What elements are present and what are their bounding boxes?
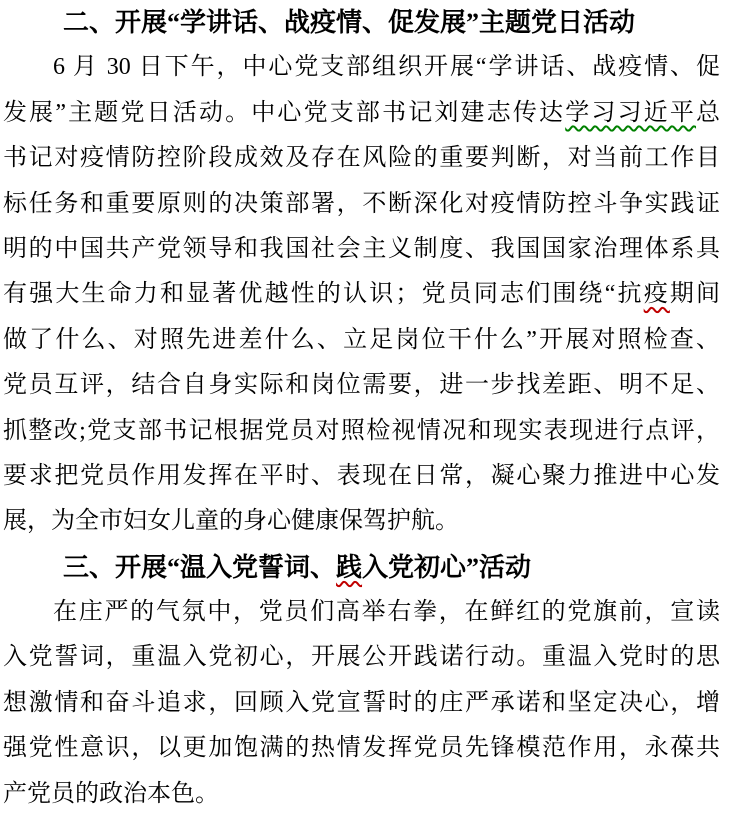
line-text: 6 月 30 日下午，中心党支部组织开展“学讲话、战疫情、促 (53, 54, 720, 81)
line-text: 总 (696, 99, 721, 126)
body-line (3, 318, 720, 363)
line-text: 强党性意识，以更加饱满的热情发挥党员先锋模范作用，永葆共 (3, 735, 720, 762)
body-line (3, 91, 720, 136)
line-text: 有强大生命力和显著优越性的认识；党员同志们围绕“抗 (3, 281, 644, 308)
body-line (3, 454, 720, 499)
body-line (3, 227, 720, 272)
body-line (3, 136, 720, 181)
spellcheck-underlined-text: 践 (336, 552, 363, 582)
body-line (3, 45, 720, 90)
body-line (3, 772, 720, 817)
line-text: 产党员的政治本色。 (3, 780, 219, 807)
line-text: 入党誓词，重温入党初心，开展公开践诺行动。重温入党时的思 (3, 644, 720, 671)
line-text: 做了什么、对照先进差什么、立足岗位干什么”开展对照检查、 (3, 326, 720, 353)
body-line (3, 590, 720, 635)
heading-text: 二、开展“学讲话、战疫情、促发展”主题党日活动 (63, 8, 636, 37)
line-text: 抓整改;党支部书记根据党员对照检视情况和现实表现进行点评， (3, 417, 720, 444)
heading-text: 三、开展“温入党誓词、 (63, 552, 337, 582)
line-text: 书记对疫情防控阶段成效及存在风险的重要判断，对当前工作目 (3, 145, 720, 172)
line-text: 要求把党员作用发挥在平时、表现在日常，凝心聚力推进中心发 (3, 462, 720, 489)
line-text: 期间 (669, 281, 721, 308)
body-line (3, 726, 720, 771)
grammar-underlined-text: 学习习近平 (565, 99, 697, 126)
line-text: 标任务和重要原则的决策部署，不断深化对疫情防控斗争实践证 (3, 190, 720, 217)
body-line (3, 409, 720, 454)
section-heading-2 (3, 0, 720, 45)
line-text: 党员互评，结合自身实际和岗位需要，进一步找差距、明不足、 (3, 372, 720, 399)
spellcheck-underlined-text: 疫 (643, 281, 670, 308)
body-line (3, 182, 720, 227)
body-line (3, 635, 720, 680)
body-line (3, 363, 720, 408)
line-text: 想激情和奋斗追求，回顾入党宣誓时的庄严承诺和坚定决心，增 (3, 689, 720, 716)
body-line (3, 681, 720, 726)
document-page (3, 0, 720, 817)
heading-text: 入党初心”活动 (362, 552, 532, 582)
line-text: 明的中国共产党领导和我国社会主义制度、我国国家治理体系具 (3, 235, 720, 262)
line-text: 发展”主题党日活动。中心党支部书记刘建志传达 (3, 99, 566, 126)
section-heading-3 (3, 545, 720, 590)
line-text: 展，为全市妇女儿童的身心健康保驾护航。 (3, 508, 459, 535)
line-text: 在庄严的气氛中，党员们高举右拳，在鲜红的党旗前，宣读 (53, 599, 720, 626)
body-line (3, 272, 720, 317)
body-line (3, 499, 720, 544)
